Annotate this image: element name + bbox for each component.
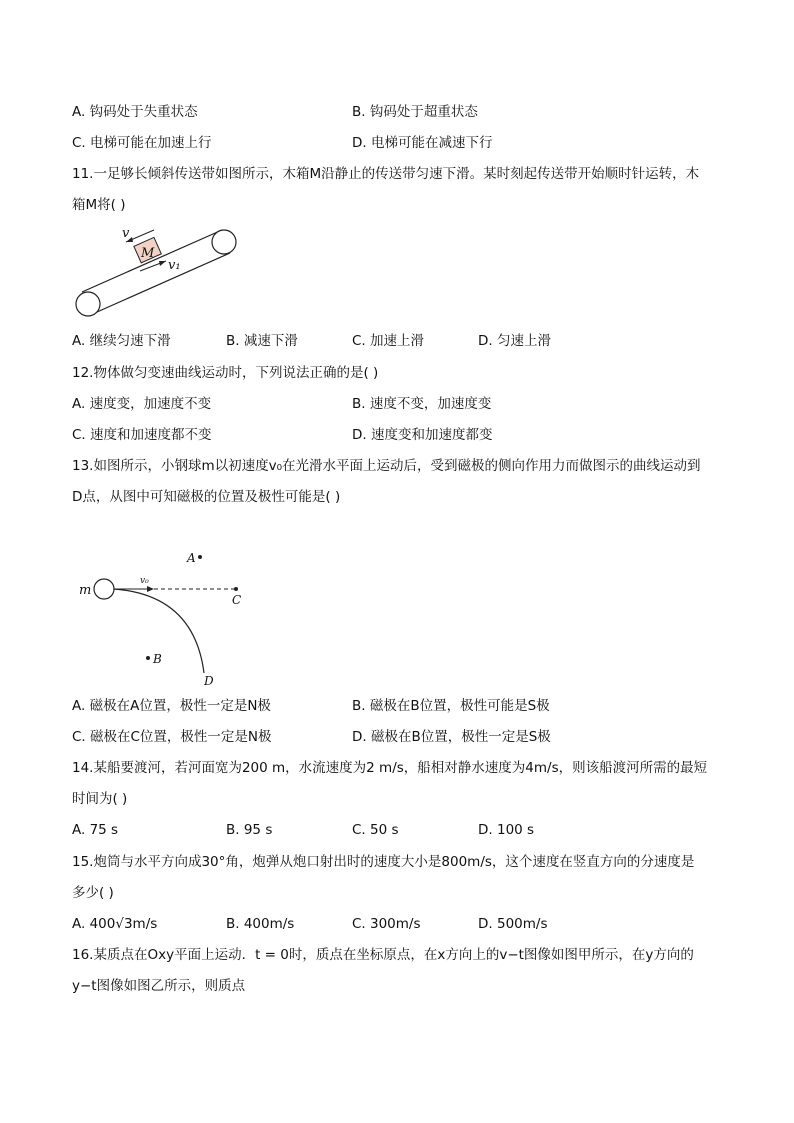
q10-option-b: B. 钩码处于超重状态: [352, 104, 478, 120]
q11-option-a: A. 继续匀速下滑: [72, 333, 171, 349]
top-pulley: [212, 230, 236, 254]
q14-option-d: D. 100 s: [478, 822, 535, 838]
bottom-pulley: [76, 292, 100, 316]
q13-option-d: D. 磁极在B位置，极性一定是S极: [352, 729, 551, 745]
q15-option-d: D. 500m/s: [478, 916, 548, 932]
label-v: v: [122, 226, 130, 241]
point-b: [146, 656, 150, 660]
q14-option-c: C. 50 s: [352, 822, 399, 838]
q13-stem-line1: 13.如图所示，小钢球m以初速度v₀在光滑水平面上运动后，受到磁极的侧向作用力而做图示的曲线运动到: [72, 458, 701, 474]
q11-stem-line1: 11.一足够长倾斜传送带如图所示，木箱M沿静止的传送带匀速下滑。某时刻起传送带开始顺时针运转，木: [72, 166, 700, 182]
q14-option-a: A. 75 s: [72, 822, 119, 838]
label-v0: v₀: [140, 576, 149, 586]
q10-option-c: C. 电梯可能在加速上行: [72, 135, 212, 151]
q11-option-d: D. 匀速上滑: [478, 333, 551, 349]
q16-stem-line2: y−t图像如图乙所示，则质点: [72, 978, 246, 994]
q13-option-a: A. 磁极在A位置，极性一定是N极: [72, 698, 271, 714]
q15-option-b: B. 400m/s: [226, 916, 295, 932]
q14-stem-line1: 14.某船要渡河，若河面宽为200 m，水流速度为2 m/s，船相对静水速度为4m/s，则该船渡河所需的最短: [72, 760, 708, 776]
label-c: C: [232, 593, 242, 607]
q14-stem-line2: 时间为( ): [72, 791, 128, 807]
label-a: A: [187, 551, 196, 565]
q15-option-a: A. 400√3m/s: [72, 916, 158, 932]
q15-stem-line2: 多少( ): [72, 885, 114, 901]
label-m: M: [141, 246, 155, 261]
q13-option-c: C. 磁极在C位置，极性一定是N极: [72, 729, 272, 745]
label-m: m: [79, 583, 92, 598]
q15-stem-line1: 15.炮筒与水平方向成30°角，炮弹从炮口射出时的速度大小是800m/s，这个速度在竖直方向的分速度是: [72, 854, 695, 870]
q12-option-b: B. 速度不变，加速度变: [352, 396, 492, 412]
point-a: [198, 555, 202, 559]
q10-option-a: A. 钩码处于失重状态: [72, 104, 198, 120]
q11-option-c: C. 加速上滑: [352, 333, 425, 349]
q11-option-b: B. 减速下滑: [226, 333, 298, 349]
label-d: D: [204, 674, 214, 688]
q13-stem-line2: D点，从图中可知磁极的位置及极性可能是( ): [72, 489, 341, 505]
q12-stem: 12.物体做匀变速曲线运动时，下列说法正确的是( ): [72, 365, 379, 381]
q12-option-c: C. 速度和加速度都不变: [72, 427, 212, 443]
q12-option-d: D. 速度变和加速度都变: [352, 427, 493, 443]
point-c: [234, 587, 238, 591]
magnet-trajectory-figure: [74, 545, 264, 690]
q16-stem-line1: 16.某质点在Oxy平面上运动．t = 0时，质点在坐标原点，在x方向上的v−t图像如图甲所示，在y方向的: [72, 947, 694, 963]
label-b: B: [153, 652, 162, 666]
conveyor-belt-figure: [70, 222, 250, 322]
q15-option-c: C. 300m/s: [352, 916, 421, 932]
q14-option-b: B. 95 s: [226, 822, 273, 838]
label-v1: v₁: [168, 258, 181, 273]
q11-stem-line2: 箱M将( ): [72, 197, 126, 213]
q13-option-b: B. 磁极在B位置，极性可能是S极: [352, 698, 550, 714]
q10-option-d: D. 电梯可能在减速下行: [352, 135, 493, 151]
q12-option-a: A. 速度变，加速度不变: [72, 396, 212, 412]
steel-ball: [94, 579, 114, 599]
